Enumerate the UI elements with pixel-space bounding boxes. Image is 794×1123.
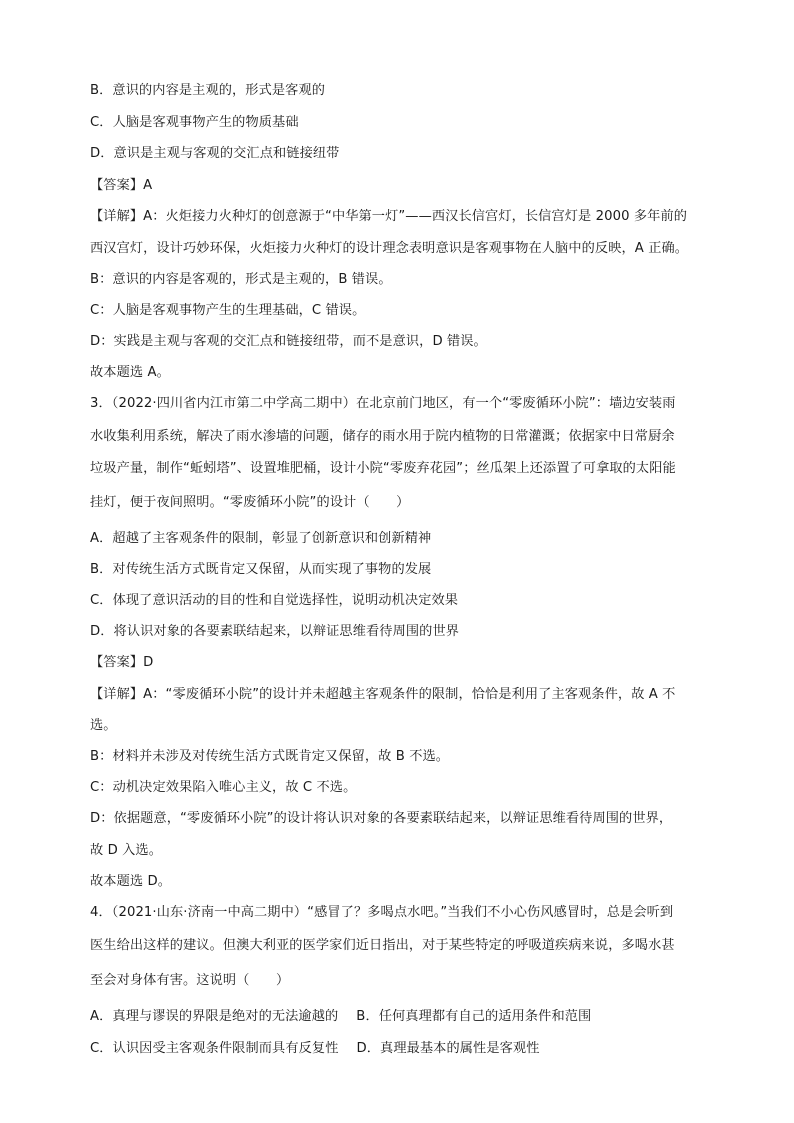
q4-stem-line-3: 至会对身体有害。这说明（ ） bbox=[90, 973, 290, 988]
q3-stem-line-1: 3．（2022·四川省内江市第二中学高二期中）在北京前门地区，有一个“零废循环小院”：墙边安装雨 bbox=[90, 396, 676, 411]
q3-option-d: D．将认识对象的各要素联结起来，以辩证思维看待周围的世界 bbox=[90, 624, 460, 639]
q2-detail-line-1: 【详解】A：火炬接力火种灯的创意源于“中华第一灯”——西汉长信宫灯，长信宫灯是 2000 多年前的 bbox=[90, 209, 688, 224]
q4-option-c: C．认识因受主客观条件限制而具有反复性 bbox=[90, 1041, 339, 1056]
q2-option-c: C．人脑是客观事物产生的物质基础 bbox=[90, 115, 299, 130]
q3-option-a: A．超越了主客观条件的限制，彰显了创新意识和创新精神 bbox=[90, 531, 432, 546]
q2-detail-line-2: 西汉宫灯，设计巧妙环保，火炬接力火种灯的设计理念表明意识是客观事物在人脑中的反映，A 正确。 bbox=[90, 241, 689, 256]
q3-answer: 【答案】D bbox=[90, 655, 154, 670]
q3-detail-d-line-2: 故 D 入选。 bbox=[90, 843, 162, 858]
q2-answer: 【答案】A bbox=[90, 178, 153, 193]
q4-stem-line-1: 4．（2021·山东·济南一中高二期中）“感冒了？多喝点水吧。”当我们不小心伤风感冒时，总是会听到 bbox=[90, 905, 674, 920]
q2-conclusion: 故本题选 A。 bbox=[90, 365, 170, 380]
q3-stem-line-4: 挂灯，便于夜间照明。“零废循环小院”的设计（ ） bbox=[90, 495, 410, 510]
q3-stem-line-3: 垃圾产量，制作“蚯蚓塔”、设置堆肥桶，设计小院“零废弃花园”；丝瓜架上还添置了可拿取的太阳能 bbox=[90, 461, 676, 476]
q3-detail-d-line-1: D：依据题意，“零废循环小院”的设计将认识对象的各要素联结起来，以辩证思维看待周围的世界， bbox=[90, 811, 673, 826]
q3-detail-b: B：材料并未涉及对传统生活方式既肯定又保留，故 B 不选。 bbox=[90, 749, 450, 764]
q2-option-d: D．意识是主观与客观的交汇点和链接纽带 bbox=[90, 146, 340, 161]
q2-option-b: B．意识的内容是主观的，形式是客观的 bbox=[90, 83, 326, 98]
q4-option-a: A．真理与谬误的界限是绝对的无法逾越的 bbox=[90, 1009, 339, 1024]
q2-detail-b: B：意识的内容是客观的，形式是主观的，B 错误。 bbox=[90, 272, 392, 287]
q4-stem-line-2: 医生给出这样的建议。但澳大利亚的医学家们近日指出，对于某些特定的呼吸道疾病来说，多喝水甚 bbox=[90, 938, 675, 953]
q4-option-b: B．任何真理都有自己的适用条件和范围 bbox=[356, 1009, 592, 1024]
q4-options-row-2 bbox=[90, 1040, 706, 1058]
q4-options-row-1 bbox=[90, 1008, 706, 1026]
q4-option-d: D．真理最基本的属性是客观性 bbox=[356, 1041, 540, 1056]
q3-detail-line-2: 选。 bbox=[90, 718, 117, 733]
q3-detail-line-1: 【详解】A：“零废循环小院”的设计并未超越主客观条件的限制，恰恰是利用了主客观条件，故 A 不 bbox=[90, 687, 676, 702]
q2-detail-c: C：人脑是客观事物产生的生理基础，C 错误。 bbox=[90, 303, 366, 318]
q3-option-b: B．对传统生活方式既肯定又保留，从而实现了事物的发展 bbox=[90, 562, 432, 577]
q3-option-c: C．体现了意识活动的目的性和自觉选择性，说明动机决定效果 bbox=[90, 593, 459, 608]
q3-stem-line-2: 水收集利用系统，解决了雨水渗墙的问题，储存的雨水用于院内植物的日常灌溉；依据家中日常厨余 bbox=[90, 429, 675, 444]
q2-detail-d: D：实践是主观与客观的交汇点和链接纽带，而不是意识，D 错误。 bbox=[90, 334, 487, 349]
q3-conclusion: 故本题选 D。 bbox=[90, 874, 171, 889]
q3-detail-c: C：动机决定效果陷入唯心主义，故 C 不选。 bbox=[90, 780, 357, 795]
